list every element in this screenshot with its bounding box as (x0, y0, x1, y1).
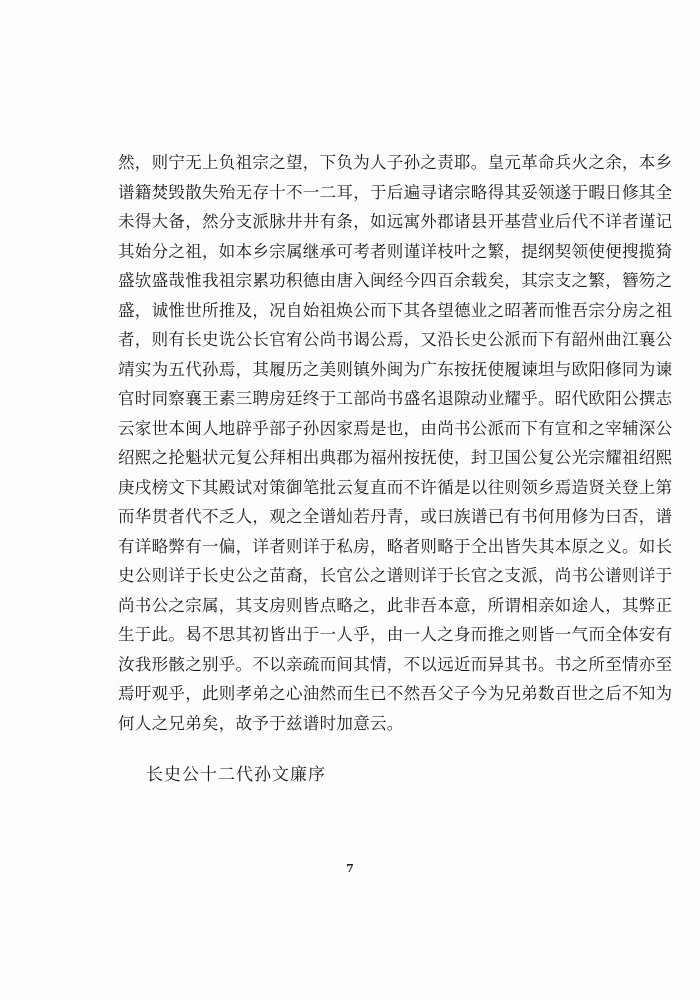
text-line: 其始分之祖，如本乡宗属继承可考者则谨详枝叶之繁，提纲契领使便搜揽猗 (118, 241, 673, 261)
text-line: 盛欤盛哉惟我祖宗累功积德由唐入闽经今四百余载矣，其宗支之繁，簪笏之 (118, 271, 673, 290)
text-line: 汝我形骸之别乎。不以亲疏而间其情，不以远近而异其书。书之所至情亦至 (118, 654, 673, 674)
text-line: 靖实为五代孙焉，其履历之美则镇外闽为广东按抚使履谏坦与欧阳修同为谏 (118, 359, 673, 379)
text-line: 然，则宁无上负祖宗之望，下负为人子孙之责耶。皇元革命兵火之余，本乡 (118, 153, 673, 172)
text-line: 官时同察襄王素三聘房廷终于工部尚书盛名退隙动业耀乎。昭代欧阳公撰志 (118, 389, 673, 408)
text-line: 盛，诚惟世所推及，况自始祖焕公而下其各望德业之昭著而惟吾宗分房之祖 (118, 300, 673, 320)
preface-body (118, 148, 673, 738)
text-line: 有详略弊有一偏，详者则详于私房，略者则略于仝出皆失其本原之义。如长 (118, 536, 673, 556)
text-line: 生于此。曷不思其初皆出于一人乎，由一人之身而推之则皆一气而全体安有 (118, 625, 673, 644)
text-line: 史公则详于长史公之苗裔，长官公之谱则详于长官之支派，尚书公谱则详于 (118, 566, 673, 585)
author-signature: 长史公十二代孙文廉序 (146, 765, 326, 785)
text-line: 云家世本闽人地辟乎部子孙因家焉是也，由尚书公派而下有宣和之宰辅深公 (118, 418, 673, 438)
text-line: 未得大备，然分支派脉井井有条，如远寓外郡诸县开基营业后代不详者谨记 (118, 212, 673, 231)
text-line: 庚戌榜文下其殿试对策御笔批云复直而不许循是以往则领乡焉造贤关登上第 (118, 477, 673, 497)
text-line: 绍熙之抡魁状元复公拜相出典郡为福州按抚使，封卫国公复公光宗耀祖绍熙 (118, 448, 673, 467)
page-number: 7 (346, 862, 354, 875)
text-line: 焉吁观乎，此则孝弟之心油然而生已不然吾父子今为兄弟数百世之后不知为 (118, 684, 673, 703)
text-line: 尚书公之宗属，其支房则皆点略之，此非吾本意，所谓相亲如途人，其弊正 (118, 595, 673, 615)
text-line: 者，则有长史诜公长官宥公尚书谒公焉，又沿长史公派而下有韶州曲江襄公 (118, 330, 673, 349)
text-line: 谱籍焚毁散失殆无存十不一二耳，于后遍寻诸宗略得其妥领遂于暇日修其全 (118, 182, 673, 202)
text-line: 而华贯者代不乏人，观之全谱灿若丹青，或曰族谱已有书何用修为曰否，谱 (118, 507, 673, 526)
text-line: 何人之兄弟矣，故予于兹谱时加意云。 (118, 713, 404, 733)
